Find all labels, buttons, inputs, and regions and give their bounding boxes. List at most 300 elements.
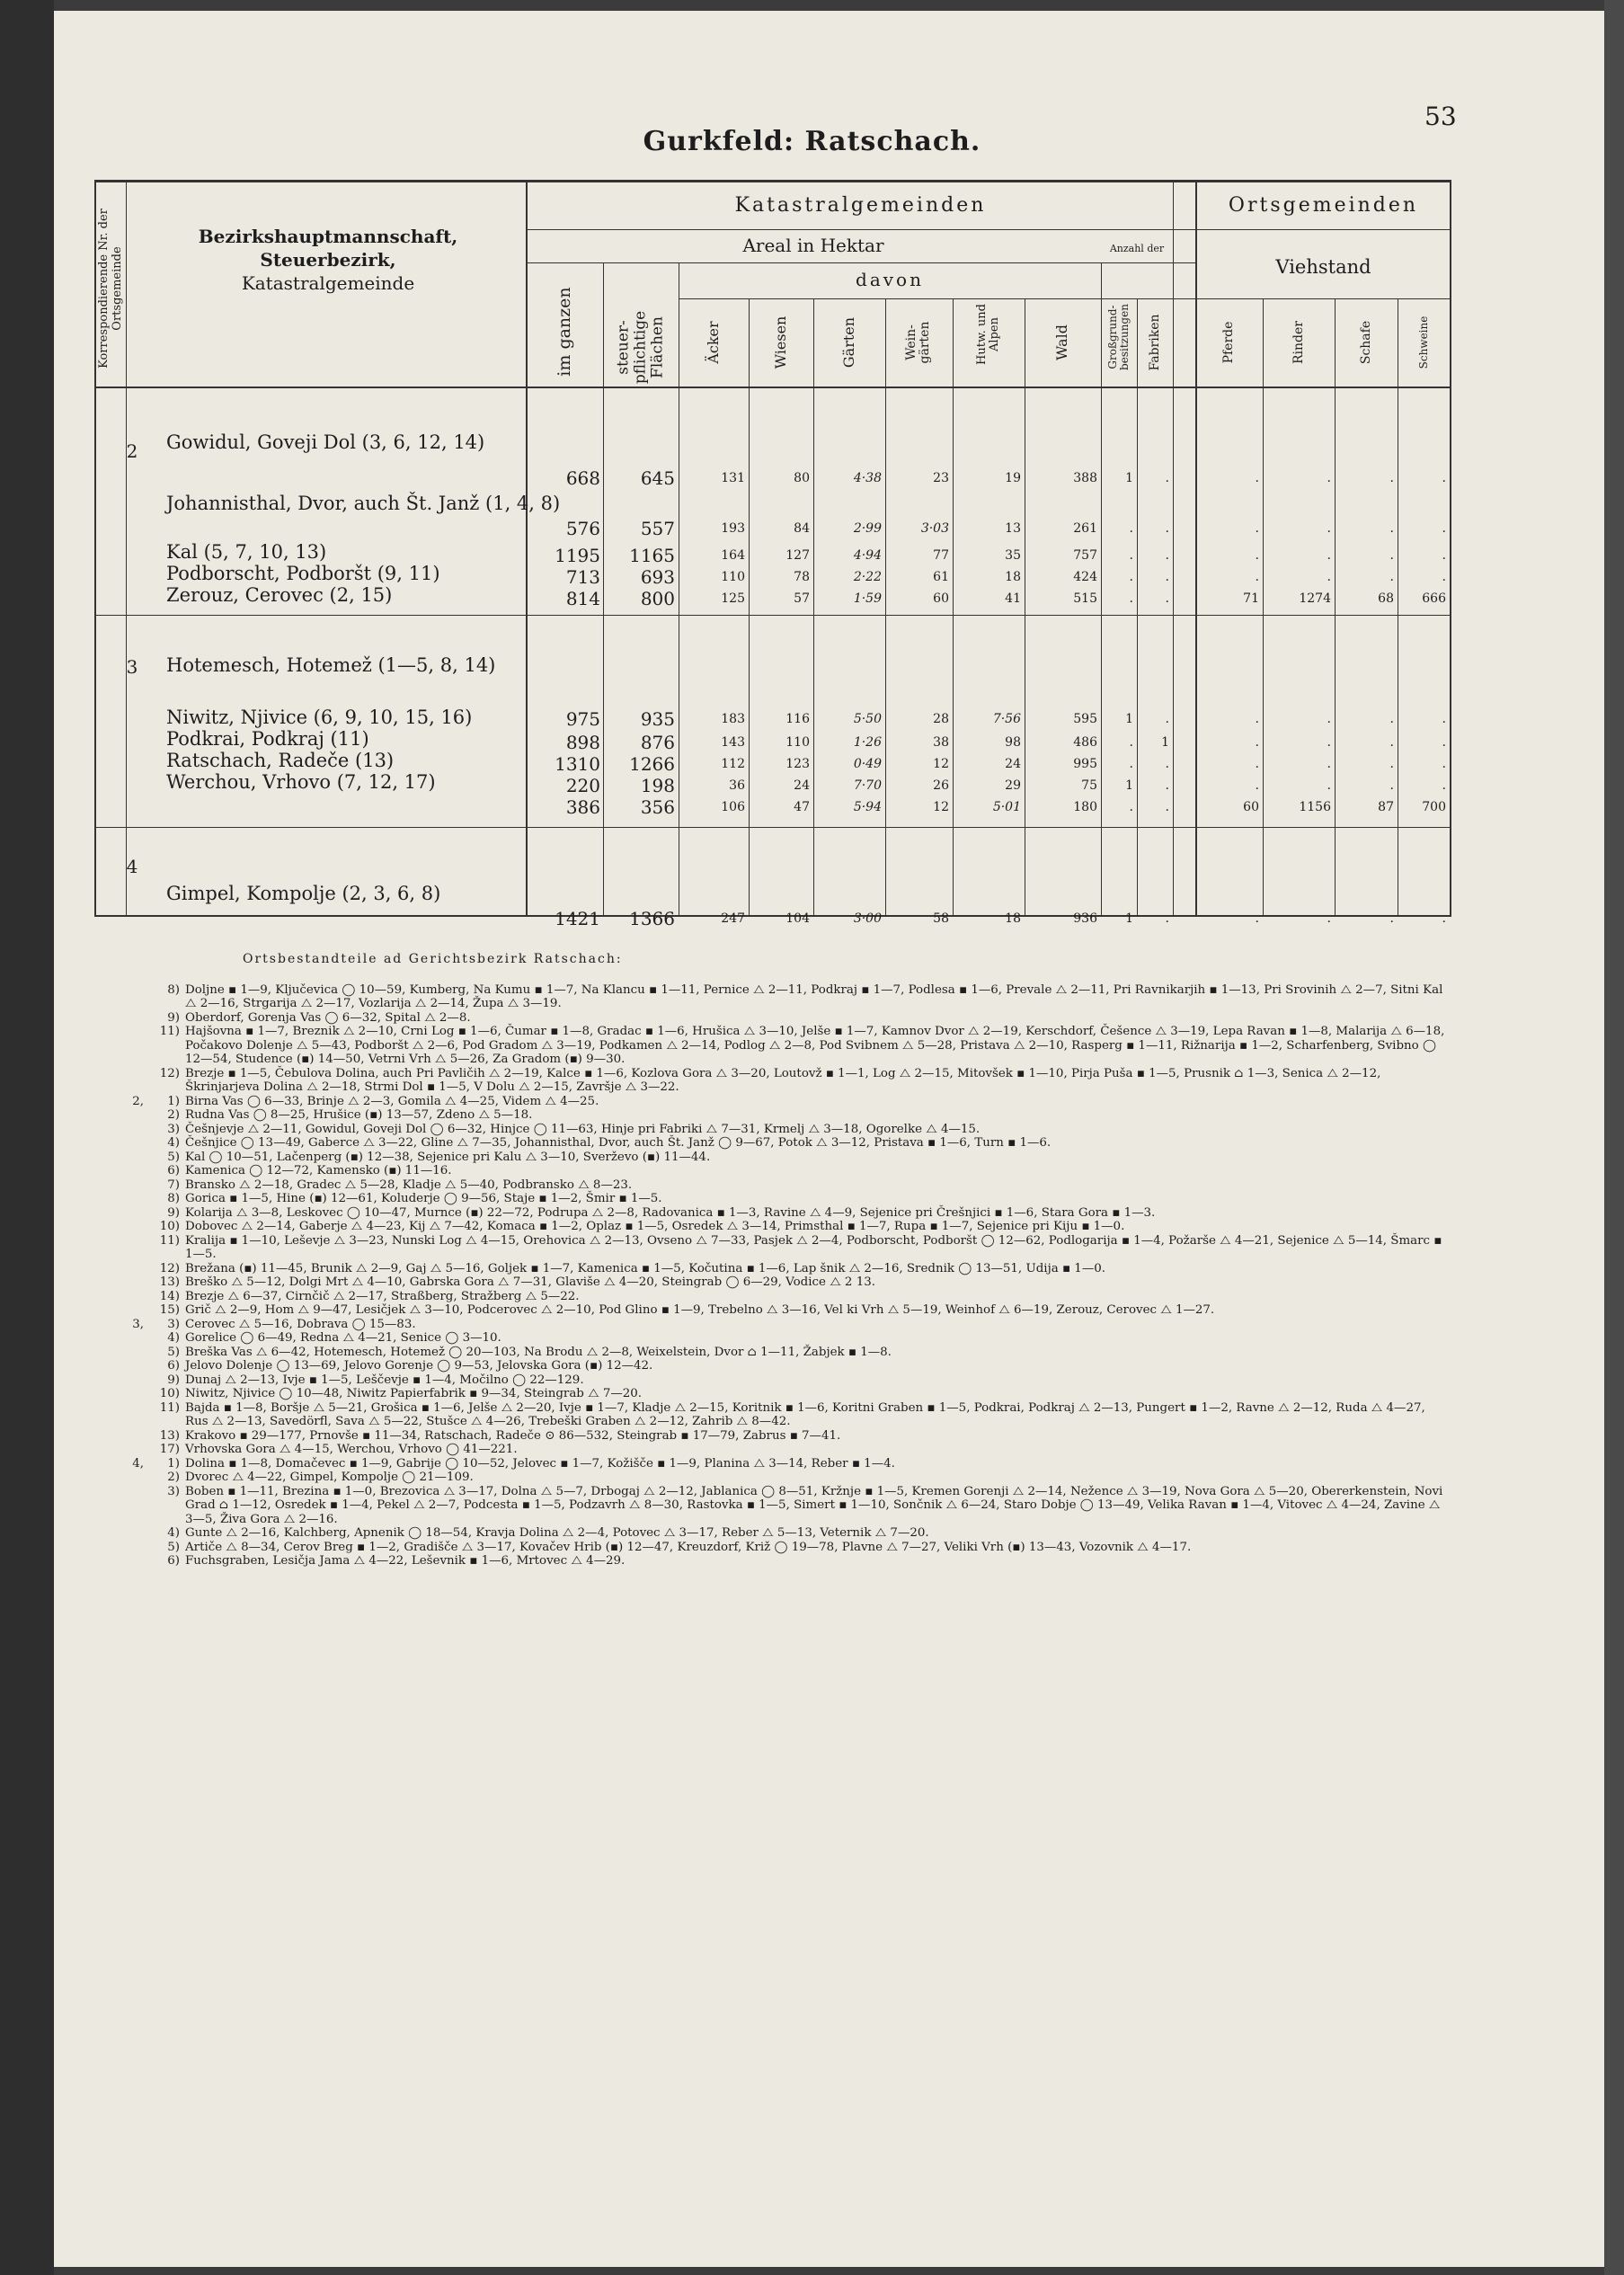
table-cell: 24 — [1005, 757, 1021, 771]
table-cell: 71 — [1243, 591, 1259, 606]
table-cell: . — [1129, 757, 1133, 771]
note-entry — [153, 1331, 1447, 1346]
note-key: 4) — [167, 1526, 180, 1540]
page-number: 53 — [1424, 102, 1457, 131]
table-cell: 713 — [565, 566, 600, 588]
note-text: Niwitz, Njivice ◯ 10—48, Niwitz Papierfabrik ▪ 9—34, Steingrab ⧍ 7—20. — [185, 1387, 643, 1400]
note-text: Dvorec ⧍ 4—22, Gimpel, Kompolje ◯ 21—109. — [185, 1471, 474, 1484]
table-cell: . — [1442, 712, 1446, 726]
header-katastral: Katastralgemeinden — [734, 194, 987, 217]
note-text: Breško ⧍ 5—12, Dolgi Mrt ⧍ 4—10, Gabrska Gora ⧍ 7—31, Glaviše ⧍ 4—20, Steingrab ◯ 6—29, Vodice ⧍ 2 13. — [185, 1275, 876, 1289]
header-district-3: Katastralgemeinde — [241, 272, 415, 294]
note-text: Grič ⧍ 2—9, Hom ⧍ 9—47, Lesičjek ⧍ 3—10, Podcerovec ⧍ 2—10, Pod Glino ▪ 1—9, Trebelno ⧍ 3—16, Vel ki Vrh ⧍ 5—19, Weinhof ⧍ 6—19, Zerouz, Cerovec ⧍ 1—27. — [185, 1303, 1215, 1317]
header-anzahl: Anzahl der — [1109, 243, 1165, 254]
table-cell: 0·49 — [853, 757, 882, 771]
table-cell: 68 — [1378, 591, 1394, 606]
table-cell: 515 — [1073, 591, 1097, 606]
col-pferde: Pferde — [1221, 321, 1236, 364]
note-entry — [153, 1011, 1447, 1026]
note-text: Kamenica ◯ 12—72, Kamensko (▪) 11—16. — [185, 1164, 452, 1177]
table-cell: 26 — [933, 778, 949, 793]
table-cell: . — [1442, 911, 1446, 926]
table-cell: . — [1255, 911, 1259, 926]
table-cell: . — [1442, 471, 1446, 485]
table-cell: . — [1389, 521, 1394, 536]
note-key: 14) — [159, 1289, 180, 1303]
col-gaerten: Gärten — [840, 316, 857, 369]
table-cell: 61 — [933, 570, 949, 584]
table-cell: 1266 — [629, 753, 675, 775]
note-entry — [153, 1526, 1447, 1541]
table-cell: 668 — [565, 467, 600, 489]
note-text: Gorica ▪ 1—5, Hine (▪) 12—61, Koluderje ◯ 9—56, Staje ▪ 1—2, Šmir ▪ 1—5. — [185, 1192, 662, 1205]
table-cell: 1366 — [629, 908, 675, 929]
table-cell: 1310 — [555, 753, 600, 775]
note-entry — [153, 1290, 1447, 1304]
note-key: 15) — [159, 1303, 180, 1317]
table-cell: 18 — [1005, 570, 1021, 584]
header-areal: Areal in Hektar — [742, 235, 884, 256]
table-cell: . — [1327, 778, 1331, 793]
table-cell: 125 — [721, 591, 745, 606]
table-cell: 5·01 — [992, 800, 1021, 814]
table-cell: . — [1389, 471, 1394, 485]
table-cell: . — [1165, 757, 1169, 771]
table-cell: . — [1129, 548, 1133, 563]
note-key: 11) — [159, 1025, 180, 1038]
table-cell: . — [1389, 911, 1394, 926]
table-cell: 106 — [721, 800, 745, 814]
note-key: 6) — [167, 1554, 180, 1568]
table-cell: . — [1389, 570, 1394, 584]
table-cell: 7·70 — [853, 778, 882, 793]
note-entry — [132, 1456, 1447, 1471]
note-key: 13) — [159, 1428, 180, 1443]
table-cell: 29 — [1005, 778, 1021, 793]
table-cell: . — [1442, 570, 1446, 584]
table-cell: 693 — [640, 566, 675, 588]
table-cell: . — [1165, 521, 1169, 536]
table-cell: 2·22 — [853, 570, 882, 584]
note-entry — [153, 1108, 1447, 1123]
note-key: 12) — [159, 1066, 180, 1080]
table-cell: . — [1327, 570, 1331, 584]
table-cell: 12 — [933, 757, 949, 771]
note-text: Brezje ⧍ 6—37, Cirnčič ⧍ 2—17, Straßberg, Stražberg ⧍ 5—22. — [185, 1289, 580, 1303]
row-name: Johannisthal, Dvor, auch Št. Janž (1, 4, 8) — [166, 493, 561, 514]
note-entry — [153, 1359, 1447, 1373]
header-orts: Ortsgemeinden — [1228, 194, 1419, 217]
table-cell: . — [1327, 548, 1331, 563]
table-cell: 1 — [1161, 735, 1169, 750]
table-cell: 198 — [640, 775, 675, 796]
note-text: Vrhovska Gora ⧍ 4—15, Werchou, Vrhovo ◯ 41—221. — [185, 1443, 518, 1456]
note-key: 8) — [167, 982, 180, 997]
table-cell: 898 — [565, 732, 600, 753]
note-entry — [153, 1303, 1447, 1318]
note-key: 1) — [167, 1094, 180, 1108]
table-cell: 98 — [1005, 735, 1021, 750]
table-cell: 995 — [1073, 757, 1097, 771]
table-cell: . — [1389, 735, 1394, 750]
table-cell: 4·38 — [853, 471, 882, 485]
table-cell: 84 — [794, 521, 810, 536]
table-cell: 110 — [785, 735, 810, 750]
note-text: Dolina ▪ 1—8, Domačevec ▪ 1—9, Gabrije ◯ 10—52, Jelovec ▪ 1—7, Kožišče ▪ 1—9, Planina ⧍ 3—14, Reber ▪ 1—4. — [185, 1456, 895, 1471]
table-cell: . — [1165, 570, 1169, 584]
note-key: 3) — [167, 1122, 180, 1136]
note-key: 3) — [167, 1484, 180, 1498]
note-entry — [153, 1373, 1447, 1388]
note-text: Cerovec ⧍ 5—16, Dobrava ◯ 15—83. — [185, 1317, 416, 1331]
note-entry — [153, 983, 1447, 1011]
note-text: Češnjevje ⧍ 2—11, Gowidul, Goveji Dol ◯ 6—32, Hinjce ◯ 11—63, Hinje pri Fabriki ⧍ 7—31, Krmelj ⧍ 3—18, Ogorelke ⧍ 4—15. — [185, 1122, 981, 1136]
table-cell: 77 — [933, 548, 949, 563]
note-text: Hajšovna ▪ 1—7, Breznik ⧍ 2—10, Crni Log ▪ 1—6, Čumar ▪ 1—8, Gradac ▪ 1—6, Hrušica ⧍ 3—10, Jelše ▪ 1—7, Kamnov Dvor ⧍ 2—19, Kerschdorf, Češence ⧍ 3—19, Lepa Ravan ▪ 1—8, Malarija ⧍ 6—18, Počakovo Dolenje ⧍ 5—43, Podboršt ⧍ 2—6, Pod Gradom ⧍ 3—19, Podkamen ⧍ 2—14, Podlog ⧍ 2—8, Pod Svibnem ⧍ 5—28, Pristava ⧍ 2—10, Rasperg ▪ 1—11, Rižnarija ▪ 1—2, Scharfenberg, Svibno ◯ 12—54, Studence (▪) 14—50, Vetrni Vrh ⧍ 5—26, Za Gradom (▪) 9—30. — [185, 1025, 1445, 1066]
note-entry — [153, 1387, 1447, 1401]
table-cell: 4·94 — [853, 548, 882, 563]
note-text: Bajda ▪ 1—8, Boršje ⧍ 5—21, Grošica ▪ 1—6, Jelše ⧍ 2—20, Ivje ▪ 1—7, Kladje ⧍ 2—15, Koritnik ▪ 1—6, Koritni Graben ▪ 1—5, Podkrai, Podkraj ⧍ 2—13, Pungert ▪ 1—2, Ravne ⧍ 2—12, Ruda ⧍ 4—27, Rus ⧍ 2—13, Savedörfl, Sava ⧍ 5—22, Stušce ⧍ 4—26, Trebeški Graben ⧍ 2—12, Zahrib ⧍ 8—42. — [185, 1400, 1425, 1428]
row-name: Ratschach, Radeče (13) — [166, 750, 395, 771]
header-korr: Korrespondierende Nr. der Ortsgemeinde — [97, 209, 124, 369]
note-key: 11) — [159, 1233, 180, 1248]
table-cell: 1156 — [1299, 800, 1331, 814]
note-text: Češnjice ◯ 13—49, Gaberce ⧍ 3—22, Gline ⧍ 7—35, Johannisthal, Dvor, auch Št. Janž ◯ 9—67, Potok ⧍ 3—12, Pristava ▪ 1—6, Turn ▪ 1—6. — [185, 1136, 1052, 1150]
note-text: Brezje ▪ 1—5, Čebulova Dolina, auch Pri Pavličih ⧍ 2—19, Kalce ▪ 1—6, Kozlova Gora ⧍ 3—20, Loutovž ▪ 1—1, Log ⧍ 2—15, Mitovšek ▪ 1—10, Pirja Puša ▪ 1—5, Prusnik ⌂ 1—3, Senica ⧍ 2—12, Škrinjarjeva Dolina ⧍ 2—18, Strmi Dol ▪ 1—5, V Dolu ⧍ 2—15, Završje ⧍ 3—22. — [185, 1066, 1381, 1094]
note-entry — [153, 1275, 1447, 1290]
table-cell: . — [1129, 521, 1133, 536]
header-district-1: Bezirkshauptmannschaft, — [198, 226, 458, 247]
table-cell: . — [1389, 548, 1394, 563]
table-cell: 131 — [721, 471, 745, 485]
table-cell: . — [1255, 521, 1259, 536]
note-key: 5) — [167, 1150, 180, 1164]
note-entry — [153, 1346, 1447, 1360]
note-entry — [153, 1206, 1447, 1221]
table-cell: . — [1442, 548, 1446, 563]
table-cell: 80 — [794, 471, 810, 485]
note-entry — [153, 1443, 1447, 1457]
note-text: Kal ◯ 10—51, Lačenperg (▪) 12—38, Sejenice pri Kalu ⧍ 3—10, Sverževo (▪) 11—44. — [185, 1150, 711, 1164]
table-cell: 386 — [565, 796, 600, 818]
table-cell: 1·59 — [853, 591, 882, 606]
col-grossgrund: Großgrund-besitzungen — [1106, 304, 1131, 370]
page-title: Gurkfeld: Ratschach. — [643, 126, 981, 157]
notes-list — [132, 982, 1447, 1569]
table-cell: 1421 — [555, 908, 600, 929]
table-cell: 123 — [785, 757, 810, 771]
table-cell: . — [1129, 735, 1133, 750]
table-cell: . — [1255, 757, 1259, 771]
table-cell: 24 — [794, 778, 810, 793]
table-cell: . — [1389, 757, 1394, 771]
table-cell: 557 — [640, 518, 675, 539]
table-cell: 247 — [721, 911, 745, 926]
table-cell: 1·26 — [853, 735, 882, 750]
note-entry — [153, 1541, 1447, 1555]
note-key: 2) — [167, 1108, 180, 1122]
note-key: 13) — [159, 1275, 180, 1289]
table-cell: 36 — [729, 778, 745, 793]
col-fabriken: Fabriken — [1148, 314, 1162, 371]
table-cell: 23 — [933, 471, 949, 485]
table-cell: 576 — [565, 518, 600, 539]
table-cell: 183 — [721, 712, 745, 726]
table-cell: 7·56 — [992, 712, 1021, 726]
table-cell: . — [1165, 471, 1169, 485]
table-cell: 666 — [1422, 591, 1446, 606]
table-cell: . — [1442, 521, 1446, 536]
note-key: 4) — [167, 1136, 180, 1150]
note-key: 12) — [159, 1261, 180, 1275]
note-entry — [153, 1471, 1447, 1485]
note-group: 3, — [132, 1317, 144, 1331]
group-number: 4 — [126, 856, 138, 877]
note-key: 5) — [167, 1540, 180, 1554]
note-text: Krakovo ▪ 29—177, Prnovše ▪ 11—34, Ratschach, Radeče ⊙ 86—532, Steingrab ▪ 17—79, Zabrus ▪ 7—41. — [185, 1428, 841, 1443]
note-key: 9) — [167, 1010, 180, 1025]
note-entry — [153, 1429, 1447, 1444]
table-cell: 116 — [785, 712, 810, 726]
col-rinder: Rinder — [1291, 321, 1306, 364]
page-edge — [1604, 0, 1624, 2275]
row-name: Hotemesch, Hotemež (1—5, 8, 14) — [166, 654, 496, 676]
table-cell: 1165 — [629, 545, 675, 566]
table-cell: 1 — [1125, 778, 1133, 793]
table-cell: . — [1165, 548, 1169, 563]
statistics-table — [94, 180, 1451, 929]
note-key: 5) — [167, 1345, 180, 1359]
table-cell: . — [1327, 735, 1331, 750]
table-cell: 388 — [1073, 471, 1097, 485]
note-key: 9) — [167, 1205, 180, 1220]
note-entry — [153, 1164, 1447, 1178]
table-cell: . — [1389, 778, 1394, 793]
table-cell: 876 — [640, 732, 675, 753]
table-cell: . — [1165, 712, 1169, 726]
col-schafe: Schafe — [1359, 320, 1373, 365]
table-cell: 193 — [721, 521, 745, 536]
note-key: 9) — [167, 1373, 180, 1387]
table-cell: . — [1442, 778, 1446, 793]
row-name: Niwitz, Njivice (6, 9, 10, 15, 16) — [166, 706, 473, 728]
note-text: Fuchsgraben, Lesičja Jama ⧍ 4—22, Leševnik ▪ 1—6, Mrtovec ⧍ 4—29. — [185, 1554, 626, 1568]
table-cell: 3·03 — [920, 521, 949, 536]
table-cell: 814 — [565, 588, 600, 609]
note-entry — [153, 1151, 1447, 1165]
table-cell: 595 — [1073, 712, 1097, 726]
note-entry — [153, 1554, 1447, 1569]
table-cell: . — [1165, 800, 1169, 814]
note-key: 17) — [159, 1443, 180, 1456]
note-key: 6) — [167, 1164, 180, 1177]
row-name: Gimpel, Kompolje (2, 3, 6, 8) — [166, 883, 441, 904]
col-schweine: Schweine — [1417, 315, 1430, 369]
table-cell: 28 — [933, 712, 949, 726]
table-cell: . — [1255, 471, 1259, 485]
table-cell: 58 — [933, 911, 949, 926]
table-cell: . — [1129, 570, 1133, 584]
notes-title: Ortsbestandteile ad Gerichtsbezirk Ratschach: — [243, 952, 623, 966]
table-cell: . — [1327, 712, 1331, 726]
table-cell: . — [1442, 735, 1446, 750]
note-entry — [132, 1094, 1447, 1109]
table-cell: 12 — [933, 800, 949, 814]
table-cell: 975 — [565, 708, 600, 730]
note-entry — [132, 1317, 1447, 1332]
table-cell: 700 — [1422, 800, 1446, 814]
table-cell: . — [1255, 778, 1259, 793]
note-entry — [153, 1067, 1447, 1095]
table-cell: 78 — [794, 570, 810, 584]
table-cell: 645 — [640, 467, 675, 489]
table-cell: 60 — [933, 591, 949, 606]
table-cell: . — [1327, 521, 1331, 536]
note-key: 6) — [167, 1359, 180, 1373]
note-group: 4, — [132, 1456, 144, 1471]
table-cell: 75 — [1081, 778, 1097, 793]
col-steuerpflichtig: steuer-pflichtige Flächen — [614, 310, 667, 385]
table-cell: 110 — [721, 570, 745, 584]
table-cell: 143 — [721, 735, 745, 750]
col-weingaerten: Wein-gärten — [904, 321, 932, 364]
header-viehstand: Viehstand — [1275, 256, 1371, 278]
table-cell: 18 — [1005, 911, 1021, 926]
table-cell: 935 — [640, 708, 675, 730]
table-cell: 424 — [1073, 570, 1097, 584]
note-entry — [153, 1178, 1447, 1193]
note-entry — [153, 1192, 1447, 1206]
note-entry — [153, 1025, 1447, 1067]
col-aecker: Äcker — [705, 321, 722, 364]
table-cell: 1274 — [1299, 591, 1331, 606]
table-cell: 60 — [1243, 800, 1259, 814]
note-text: Doljne ▪ 1—9, Ključevica ◯ 10—59, Kumberg, Na Kumu ▪ 1—7, Na Klancu ▪ 1—11, Pernice ⧍ 2—11, Podkraj ▪ 1—7, Podlesa ▪ 1—6, Prevale ⧍ 2—11, Pri Ravnikarjih ▪ 1—13, Pri Srovinih ⧍ 2—7, Sitni Kal ⧍ 2—16, Strgarija ⧍ 2—17, Vozlarija ⧍ 2—14, Župa ⧍ 3—19. — [185, 982, 1443, 1010]
table-cell: 5·94 — [853, 800, 882, 814]
note-key: 7) — [167, 1177, 180, 1192]
header-district-2: Steuerbezirk, — [260, 249, 396, 271]
note-text: Jelovo Dolenje ◯ 13—69, Jelovo Gorenje ◯ 9—53, Jelovska Gora (▪) 12—42. — [185, 1359, 653, 1373]
note-text: Kolarija ⧍ 3—8, Leskovec ◯ 10—47, Murnce (▪) 22—72, Podrupa ⧍ 2—8, Radovanica ▪ 1—3, Ravine ⧍ 4—9, Sejenice pri Črešnjici ▪ 1—6, Stara Gora ▪ 1—3. — [185, 1205, 1156, 1220]
note-text: Brežana (▪) 11—45, Brunik ⧍ 2—9, Gaj ⧍ 5—16, Goljek ▪ 1—7, Kamenica ▪ 1—5, Kočutina ▪ 1—6, Lap šnik ⧍ 2—16, Srednik ◯ 13—51, Udija ▪ 1—0. — [185, 1261, 1105, 1275]
table-cell: . — [1165, 778, 1169, 793]
note-text: Kralija ▪ 1—10, Leševje ⧍ 3—23, Nunski Log ⧍ 4—15, Orehovica ⧍ 2—13, Ovseno ⧍ 7—33, Pasjek ⧍ 2—4, Podborscht, Podboršt ◯ 12—62, Podlogarija ▪ 1—4, Požarše ⧍ 4—21, Sejenice ⧍ 5—14, Šmarc ▪ 1—5. — [185, 1233, 1442, 1261]
table-cell: 757 — [1073, 548, 1097, 563]
note-key: 1) — [167, 1456, 180, 1471]
row-name: Gowidul, Goveji Dol (3, 6, 12, 14) — [166, 431, 485, 453]
table-cell: 3·00 — [853, 911, 882, 926]
row-name: Podborscht, Podboršt (9, 11) — [166, 563, 440, 584]
table-cell: 57 — [794, 591, 810, 606]
table-cell: 220 — [565, 775, 600, 796]
note-text: Rudna Vas ◯ 8—25, Hrušice (▪) 13—57, Zdeno ⧍ 5—18. — [185, 1108, 533, 1122]
table-cell: 87 — [1378, 800, 1394, 814]
note-entry — [153, 1401, 1447, 1429]
note-text: Breška Vas ⧍ 6—42, Hotemesch, Hotemež ◯ 20—103, Na Brodu ⧍ 2—8, Weixelstein, Dvor ⌂ 1—11, Žabjek ▪ 1—8. — [185, 1345, 892, 1359]
table-cell: 104 — [785, 911, 810, 926]
table-cell: . — [1327, 757, 1331, 771]
row-name: Werchou, Vrhovo (7, 12, 17) — [166, 771, 436, 793]
note-entry — [153, 1234, 1447, 1262]
table-cell: . — [1389, 712, 1394, 726]
table-cell: . — [1255, 548, 1259, 563]
table-cell: 1 — [1125, 471, 1133, 485]
row-name: Kal (5, 7, 10, 13) — [166, 541, 327, 563]
table-cell: 35 — [1005, 548, 1021, 563]
book-binding — [0, 0, 54, 2275]
table-cell: 1195 — [555, 545, 600, 566]
table-cell: . — [1129, 800, 1133, 814]
note-key: 10) — [159, 1387, 180, 1400]
table-cell: 13 — [1005, 521, 1021, 536]
table-cell: . — [1327, 911, 1331, 926]
note-text: Boben ▪ 1—11, Brezina ▪ 1—0, Brezovica ⧍ 3—17, Dolna ⧍ 5—7, Drbogaj ⧍ 2—12, Jablanica ◯ 8—51, Kržnje ▪ 1—5, Kremen Gorenji ⧍ 2—14, Nežence ⧍ 3—19, Nova Gora ⧍ 5—20, Obererkenstein, Novi Grad ⌂ 1—12, Osredek ▪ 1—4, Pekel ⧍ 2—7, Podcesta ▪ 1—5, Podzavrh ⧍ 8—30, Rastovka ▪ 1—5, Simert ▪ 1—10, Sončnik ⧍ 6—24, Staro Dobje ◯ 13—49, Velika Ravan ▪ 1—4, Vitovec ⧍ 4—24, Zavine ⧍ 3—5, Živa Gora ⧍ 2—16. — [185, 1484, 1443, 1526]
note-text: Oberdorf, Gorenja Vas ◯ 6—32, Spital ⧍ 2—8. — [185, 1010, 471, 1025]
note-entry — [153, 1485, 1447, 1527]
table-cell: 41 — [1005, 591, 1021, 606]
table-cell: 1 — [1125, 712, 1133, 726]
table-cell: 5·50 — [853, 712, 882, 726]
table-cell: 180 — [1073, 800, 1097, 814]
note-entry — [153, 1220, 1447, 1234]
note-entry — [153, 1262, 1447, 1276]
note-key: 8) — [167, 1192, 180, 1205]
note-entry — [153, 1123, 1447, 1137]
note-group: 2, — [132, 1094, 144, 1108]
group-number: 3 — [126, 656, 138, 678]
table-cell: 261 — [1073, 521, 1097, 536]
note-key: 2) — [167, 1471, 180, 1484]
row-name: Podkrai, Podkraj (11) — [166, 728, 369, 750]
note-text: Gorelice ◯ 6—49, Redna ⧍ 4—21, Senice ◯ 3—10. — [185, 1331, 501, 1345]
table-cell: 1 — [1125, 911, 1133, 926]
table-cell: 356 — [640, 796, 675, 818]
col-im-ganzen: im ganzen — [555, 287, 574, 377]
col-wald: Wald — [1053, 324, 1070, 360]
note-text: Gunte ⧍ 2—16, Kalchberg, Apnenik ◯ 18—54, Kravja Dolina ⧍ 2—4, Potovec ⧍ 3—17, Reber ⧍ 5—13, Veternik ⧍ 7—20. — [185, 1526, 929, 1540]
table-cell: 47 — [794, 800, 810, 814]
table-cell: 2·99 — [853, 521, 882, 536]
table-cell: . — [1165, 911, 1169, 926]
table-cell: 936 — [1073, 911, 1097, 926]
table-cell: . — [1255, 570, 1259, 584]
table-cell: . — [1129, 591, 1133, 606]
note-text: Dunaj ⧍ 2—13, Ivje ▪ 1—5, Leščevje ▪ 1—4, Močilno ◯ 22—129. — [185, 1373, 584, 1387]
note-key: 11) — [159, 1400, 180, 1415]
table-cell: . — [1327, 471, 1331, 485]
table-cell: . — [1165, 591, 1169, 606]
table-cell: 38 — [933, 735, 949, 750]
table-cell: . — [1442, 757, 1446, 771]
table-cell: . — [1255, 712, 1259, 726]
table-cell: 112 — [721, 757, 745, 771]
note-key: 4) — [167, 1331, 180, 1345]
note-entry — [153, 1136, 1447, 1151]
table-cell: . — [1255, 735, 1259, 750]
note-key: 10) — [159, 1220, 180, 1233]
note-text: Bransko ⧍ 2—18, Gradec ⧍ 5—28, Kladje ⧍ 5—40, Podbransko ⧍ 8—23. — [185, 1177, 633, 1192]
col-wiesen: Wiesen — [772, 315, 789, 369]
notes-section — [132, 952, 1447, 1569]
table-cell: 800 — [640, 588, 675, 609]
table-cell: 164 — [721, 548, 745, 563]
header-davon: davon — [856, 269, 924, 290]
note-text: Dobovec ⧍ 2—14, Gaberje ⧍ 4—23, Kij ⧍ 7—42, Komaca ▪ 1—2, Oplaz ▪ 1—5, Osredek ⧍ 3—14, Primsthal ▪ 1—7, Rupa ▪ 1—7, Sejenice pri Kiju ▪ 1—0. — [185, 1220, 1125, 1233]
note-text: Artiče ⧍ 8—34, Cerov Breg ▪ 1—2, Gradišče ⧍ 3—17, Kovačev Hrib (▪) 12—47, Kreuzdorf, Križ ◯ 19—78, Plavne ⧍ 7—27, Veliki Vrh (▪) 13—43, Vozovnik ⧍ 4—17. — [185, 1540, 1192, 1554]
table-cell: 486 — [1073, 735, 1097, 750]
note-key: 3) — [167, 1317, 180, 1331]
group-number: 2 — [126, 440, 138, 462]
